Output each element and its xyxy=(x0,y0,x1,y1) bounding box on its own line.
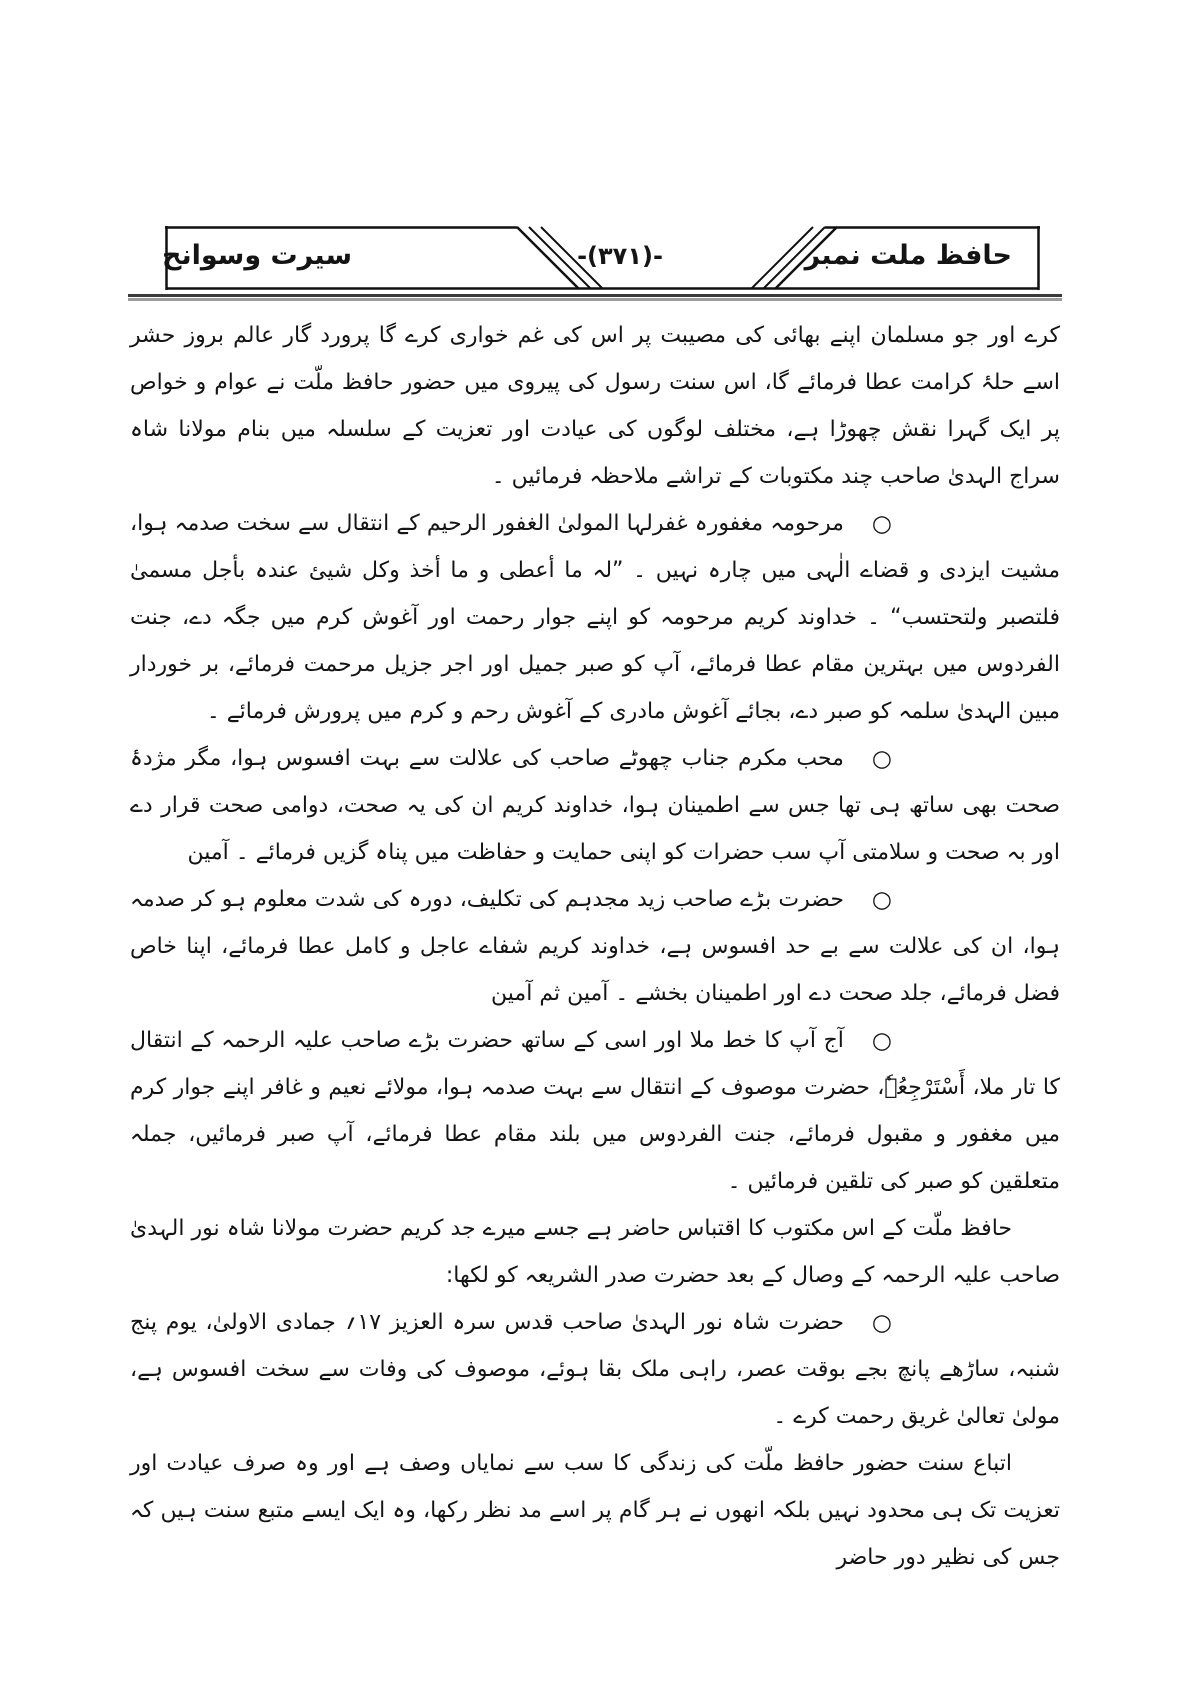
paragraph-text: حضرت شاہ نور الہدیٰ صاحب قدس سرہ العزیز ۱۷؍ جمادی الاولیٰ، یوم پنج شنبہ، ساڑھے پانچ بجے بوقت عصر، راہی ملک بقا ہوئے، موصوف کی وفات سے سخت افسوس ہے، مولیٰ تعالیٰ غریق رحمت کرے ۔ xyxy=(130,1310,1060,1429)
bullet-circle-icon: ○ xyxy=(871,1028,892,1054)
paragraph xyxy=(130,1440,1060,1581)
header-page-number: -(۳۷۱)- xyxy=(577,242,663,270)
paragraph-text: حافظ ملّت کے اس مکتوب کا اقتباس حاضر ہے جسے میرے جد کریم حضرت مولانا شاہ نور الہدیٰ صاحب علیہ الرحمہ کے وصال کے بعد حضرت صدر الشریعہ کو لکھا: xyxy=(130,1216,1060,1288)
bullet-circle-icon: ○ xyxy=(871,1310,892,1336)
paragraph-text: کرے اور جو مسلمان اپنے بھائی کی مصیبت پر اس کی غم خواری کرے گا پرورد گار عالم بروز حشر اسے حلۂ کرامت عطا فرمائے گا، اس سنت رسول کی پیروی میں حضور حافظ ملّت نے عوام و خواص پر ایک گہرا نقش چھوڑا ہے، مختلف لوگوں کی عیادت اور تعزیت کے سلسلہ میں بنام مولانا شاہ سراج الہدیٰ صاحب چند مکتوبات کے تراشے ملاحظہ فرمائیں ۔ xyxy=(130,323,1060,489)
page-body-text xyxy=(130,312,1060,1581)
page-header xyxy=(161,226,1040,290)
bullet-paragraph xyxy=(130,500,1060,735)
header-divider-rule xyxy=(128,294,1062,297)
paragraph-text: اتباع سنت حضور حافظ ملّت کی زندگی کا سب سے نمایاں وصف ہے اور وہ صرف عیادت اور تعزیت تک ہی محدود نہیں بلکہ انھوں نے ہر گام پر اسے مد نظر رکھا، وہ ایک ایسے متبع سنت ہیں کہ جس کی نظیر دور حاضر xyxy=(130,1451,1060,1570)
bullet-paragraph xyxy=(130,1017,1060,1205)
paragraph-text: مرحومہ مغفورہ غفرلہا المولیٰ الغفور الرحیم کے انتقال سے سخت صدمہ ہوا، مشیت ایزدی و قضاے الٰہی میں چارہ نہیں ۔ ”لہ ما أعطی و ما أخذ وکل شیئ عندہ بأجل مسمیٰ فلتصبر ولتحتسب“ ۔ خداوند کریم مرحومہ کو اپنے جوار رحمت اور آغوش کرم میں جگہ دے، جنت الفردوس میں بہترین مقام عطا فرمائے، آپ کو صبر جمیل اور اجر جزیل مرحمت فرمائے، بر خوردار مبین الہدیٰ سلمہ کو صبر دے، بجائے آغوش مادری کے آغوش رحم و کرم میں پرورش فرمائے ۔ xyxy=(130,511,1060,724)
bullet-circle-icon: ○ xyxy=(871,511,892,537)
bullet-circle-icon: ○ xyxy=(871,887,892,913)
paragraph-text: حضرت بڑے صاحب زید مجدہم کی تکلیف، دورہ کی شدت معلوم ہو کر صدمہ ہوا، ان کی علالت سے بے حد افسوس ہے، خداوند کریم شفاے عاجل و کامل عطا فرمائے، اپنا خاص فضل فرمائے، جلد صحت دے اور اطمینان بخشے ۔ آمین ثم آمین xyxy=(130,887,1060,1006)
paragraph xyxy=(130,1205,1060,1299)
bullet-paragraph xyxy=(130,1299,1060,1440)
header-section-title: سیرت وسوانح xyxy=(161,240,352,271)
paragraph xyxy=(130,312,1060,500)
bullet-circle-icon: ○ xyxy=(871,746,892,772)
header-edition-title: حافظ ملت نمبر xyxy=(804,240,1012,271)
bullet-paragraph xyxy=(130,876,1060,1017)
bullet-paragraph xyxy=(130,735,1060,876)
paragraph-text: آج آپ کا خط ملا اور اسی کے ساتھ حضرت بڑے صاحب علیہ الرحمہ کے انتقال کا تار ملا، أَسْتَرْجِعُہٗ، حضرت موصوف کے انتقال سے بہت صدمہ ہوا، مولائے نعیم و غافر اپنے جوار کرم میں مغفور و مقبول فرمائے، جنت الفردوس میں بلند مقام عطا فرمائے، آپ صبر فرمائیں، جملہ متعلقین کو صبر کی تلقین فرمائیں ۔ xyxy=(130,1028,1060,1194)
paragraph-text: محب مکرم جناب چھوٹے صاحب کی علالت سے بہت افسوس ہوا، مگر مژدۂ صحت بھی ساتھ ہی تھا جس سے اطمینان ہوا، خداوند کریم ان کی یہ صحت، دوامی صحت قرار دے اور بہ صحت و سلامتی آپ سب حضرات کو اپنی حمایت و حفاظت میں پناہ گزیں فرمائے ۔ آمین xyxy=(130,746,1060,865)
